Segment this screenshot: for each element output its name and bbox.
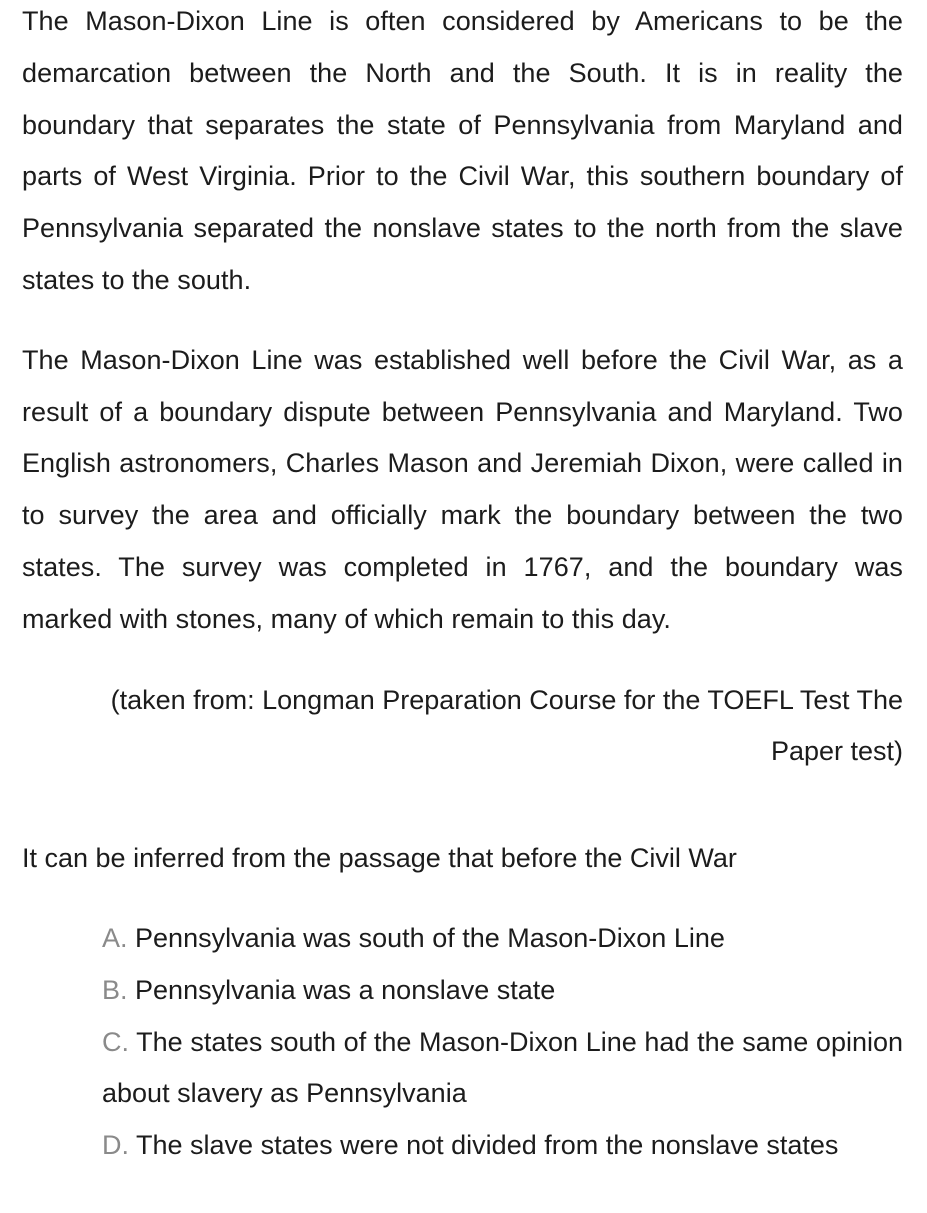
option-d-letter: D.: [102, 1130, 129, 1161]
option-b[interactable]: [102, 965, 903, 1017]
source-citation: (taken from: Longman Preparation Course for the TOEFL Test The Paper test): [110, 684, 903, 767]
option-c-text: The states south of the Mason-Dixon Line had the same opinion about slavery as Pennsylvania: [102, 1026, 903, 1109]
passage-paragraph-2: The Mason-Dixon Line was established well before the Civil War, as a result of a boundary dispute between Pennsylvania and Maryland. Two English astronomers, Charles Mason and Jeremiah Dixon, were called in to survey the area and officially mark the boundary between the two states. The survey was completed in 1767, and the boundary was marked with stones, many of which remain to this day.: [22, 344, 903, 634]
answer-options: [102, 913, 903, 1172]
option-a[interactable]: [102, 913, 903, 965]
question-prompt: It can be inferred from the passage that before the Civil War: [22, 843, 737, 874]
option-c-letter: C.: [102, 1026, 129, 1057]
option-c[interactable]: [102, 1017, 903, 1121]
option-d-text: The slave states were not divided from the nonslave states: [136, 1130, 839, 1161]
option-a-letter: A.: [102, 922, 128, 953]
option-a-text: Pennsylvania was south of the Mason-Dixon Line: [135, 922, 725, 953]
option-d[interactable]: [102, 1120, 903, 1172]
passage-paragraph-1: The Mason-Dixon Line is often considered by Americans to be the demarcation between the North and the South. It is in reality the boundary that separates the state of Pennsylvania from Maryland and parts of West Virginia. Prior to the Civil War, this southern boundary of Pennsylvania separated the nonslave states to the north from the slave states to the south.: [22, 6, 903, 295]
option-b-text: Pennsylvania was a nonslave state: [135, 974, 556, 1005]
option-b-letter: B.: [102, 974, 128, 1005]
